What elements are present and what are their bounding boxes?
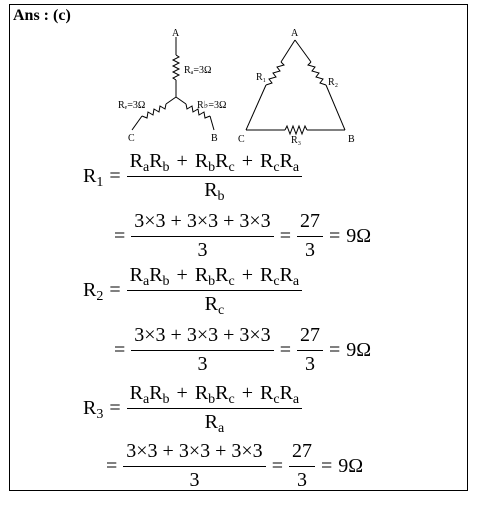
- calc-denominator: 3: [197, 353, 208, 375]
- r1-lhs: $R_1$: [83, 164, 104, 190]
- star-network: [132, 37, 214, 130]
- star-ra-label: Rₐ=3Ω: [184, 65, 212, 76]
- star-node-a: A: [172, 28, 180, 39]
- delta-wire-right-top: [295, 40, 311, 62]
- r2-formula-line: [83, 264, 302, 316]
- fraction-bar: [131, 350, 273, 351]
- star-rb-label: R♭=3Ω: [197, 100, 227, 111]
- r1-calculation-line: [108, 210, 371, 262]
- delta-node-c: C: [238, 134, 245, 145]
- equals-sign: =: [328, 338, 341, 361]
- star-wire-b-bottom: [210, 116, 214, 130]
- fraction-bar: [127, 408, 303, 409]
- simplified-numerator: 27: [291, 440, 312, 462]
- r3-result: 9Ω: [338, 454, 364, 477]
- delta-wire-left-bottom: [246, 85, 266, 130]
- star-node-b: B: [211, 133, 218, 144]
- r3-formula-fraction: [127, 382, 303, 434]
- calc-numerator: 3×3 + 3×3 + 3×3: [134, 210, 271, 232]
- equals-sign: =: [279, 224, 291, 247]
- equals-sign: =: [271, 454, 283, 477]
- fraction-bar: [131, 236, 273, 237]
- simplified-numerator: 27: [299, 210, 320, 232]
- answer-heading: Ans : (c): [13, 7, 71, 24]
- r1-formula-line: [83, 150, 302, 202]
- r3-formula-line: [83, 382, 302, 434]
- formula-numerator: $R_aR_b + R_bR_c + R_cR_a$: [129, 382, 300, 407]
- formula-denominator: $R_b$: [204, 179, 225, 204]
- delta-node-b: B: [348, 134, 355, 145]
- delta-resistor-r3: [285, 126, 307, 134]
- formula-denominator: $R_a$: [204, 411, 225, 436]
- delta-resistor-r1: [266, 62, 284, 85]
- r3-simplified-fraction: [289, 440, 315, 492]
- r2-lhs: $R_2$: [83, 278, 104, 304]
- star-resistor-rc: [142, 104, 166, 118]
- fraction-bar: [297, 236, 323, 237]
- r1-result: 9Ω: [346, 224, 372, 247]
- equals-sign: =: [328, 224, 341, 247]
- equals-sign: =: [109, 278, 121, 301]
- star-node-c: C: [128, 133, 135, 144]
- r2-calc-fraction: [131, 324, 273, 376]
- equals-sign: =: [320, 454, 333, 477]
- r3-calculation-line: [100, 440, 363, 492]
- r3-lhs: $R_3$: [83, 396, 104, 422]
- star-resistor-ra: [173, 55, 179, 80]
- r1-calc-fraction: [131, 210, 273, 262]
- simplified-denominator: 3: [304, 353, 315, 375]
- delta-resistor-r2: [308, 62, 326, 85]
- equals-sign: =: [279, 338, 291, 361]
- star-wire-c-bottom: [132, 116, 142, 130]
- equals-sign: =: [109, 164, 121, 187]
- formula-denominator: $R_c$: [204, 293, 225, 318]
- simplified-numerator: 27: [299, 324, 320, 346]
- star-wire-b-top: [176, 97, 186, 104]
- r1-simplified-fraction: [297, 210, 323, 262]
- calc-denominator: 3: [197, 239, 208, 261]
- fraction-bar: [127, 176, 303, 177]
- delta-r1-label: R₁: [256, 72, 267, 83]
- equals-sign: =: [106, 454, 118, 477]
- fraction-bar: [289, 466, 315, 467]
- r2-calculation-line: [108, 324, 371, 376]
- delta-r2-label: R₂: [328, 77, 339, 88]
- star-wire-c-top: [166, 97, 176, 104]
- equals-sign: =: [114, 338, 126, 361]
- circuit-figure: [0, 0, 486, 160]
- delta-wire-left-top: [281, 40, 295, 62]
- r2-formula-fraction: [127, 264, 303, 316]
- calc-denominator: 3: [189, 469, 200, 491]
- r2-simplified-fraction: [297, 324, 323, 376]
- equals-sign: =: [114, 224, 126, 247]
- r2-result: 9Ω: [346, 338, 372, 361]
- formula-numerator: $R_aR_b + R_bR_c + R_cR_a$: [129, 264, 300, 289]
- fraction-bar: [297, 350, 323, 351]
- equals-sign: =: [109, 396, 121, 419]
- r1-formula-fraction: [127, 150, 303, 202]
- fraction-bar: [127, 290, 303, 291]
- simplified-denominator: 3: [304, 239, 315, 261]
- r3-calc-fraction: [123, 440, 265, 492]
- delta-node-a: A: [291, 28, 299, 39]
- star-rc-label: Rₑ=3Ω: [118, 100, 146, 111]
- calc-numerator: 3×3 + 3×3 + 3×3: [134, 324, 271, 346]
- fraction-bar: [123, 466, 265, 467]
- simplified-denominator: 3: [296, 469, 307, 491]
- formula-numerator: $R_aR_b + R_bR_c + R_cR_a$: [129, 150, 300, 175]
- delta-r3-label: R₃: [291, 135, 302, 146]
- delta-wire-right-bottom: [326, 85, 345, 130]
- calc-numerator: 3×3 + 3×3 + 3×3: [126, 440, 263, 462]
